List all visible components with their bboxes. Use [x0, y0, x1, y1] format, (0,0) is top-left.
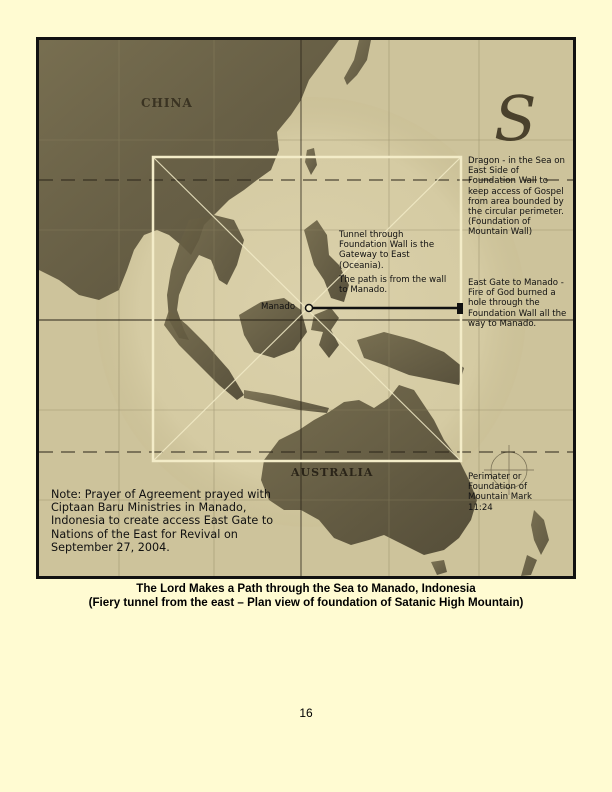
east-gate-annotation: East Gate to Manado - Fire of God burned a hole through the Foundation Wall all the way to Manado. — [468, 278, 567, 329]
caption-line-1: The Lord Makes a Path through the Sea to Manado, Indonesia — [136, 582, 476, 595]
east-gate-marker — [457, 303, 463, 314]
manado-marker — [306, 305, 313, 312]
tunnel-text: Tunnel through Foundation Wall is the Gateway to East (Oceania). — [339, 230, 435, 271]
caption-line-2: (Fiery tunnel from the east – Plan view of foundation of Satanic High Mountain) — [88, 596, 524, 609]
map-figure — [36, 37, 576, 579]
tunnel-annotation — [339, 230, 449, 299]
path-text: The path is from the wall to Manado. — [339, 274, 447, 296]
perimeter-annotation: Perimater or Foundation of Mountain Mark 11:24 — [468, 472, 532, 513]
dragon-annotation: Dragon - in the Sea on East Side of Foundation Wall to keep access of Gospel from area bounded by the circular perimeter. (Foundation of Mountain Wall) — [468, 156, 565, 238]
manado-label: Manado — [261, 302, 296, 312]
prayer-note: Note: Prayer of Agreement prayed with Ciptaan Baru Ministries in Manado, Indonesia to create access East Gate to Nations of the East for Revival on September 27, 2004. — [51, 488, 274, 554]
page-number: 16 — [299, 706, 313, 720]
china-label: CHINA — [141, 96, 193, 110]
serpent-letter: S — [494, 82, 538, 155]
australia-label: AUSTRALIA — [291, 466, 374, 479]
figure-caption — [0, 582, 612, 610]
